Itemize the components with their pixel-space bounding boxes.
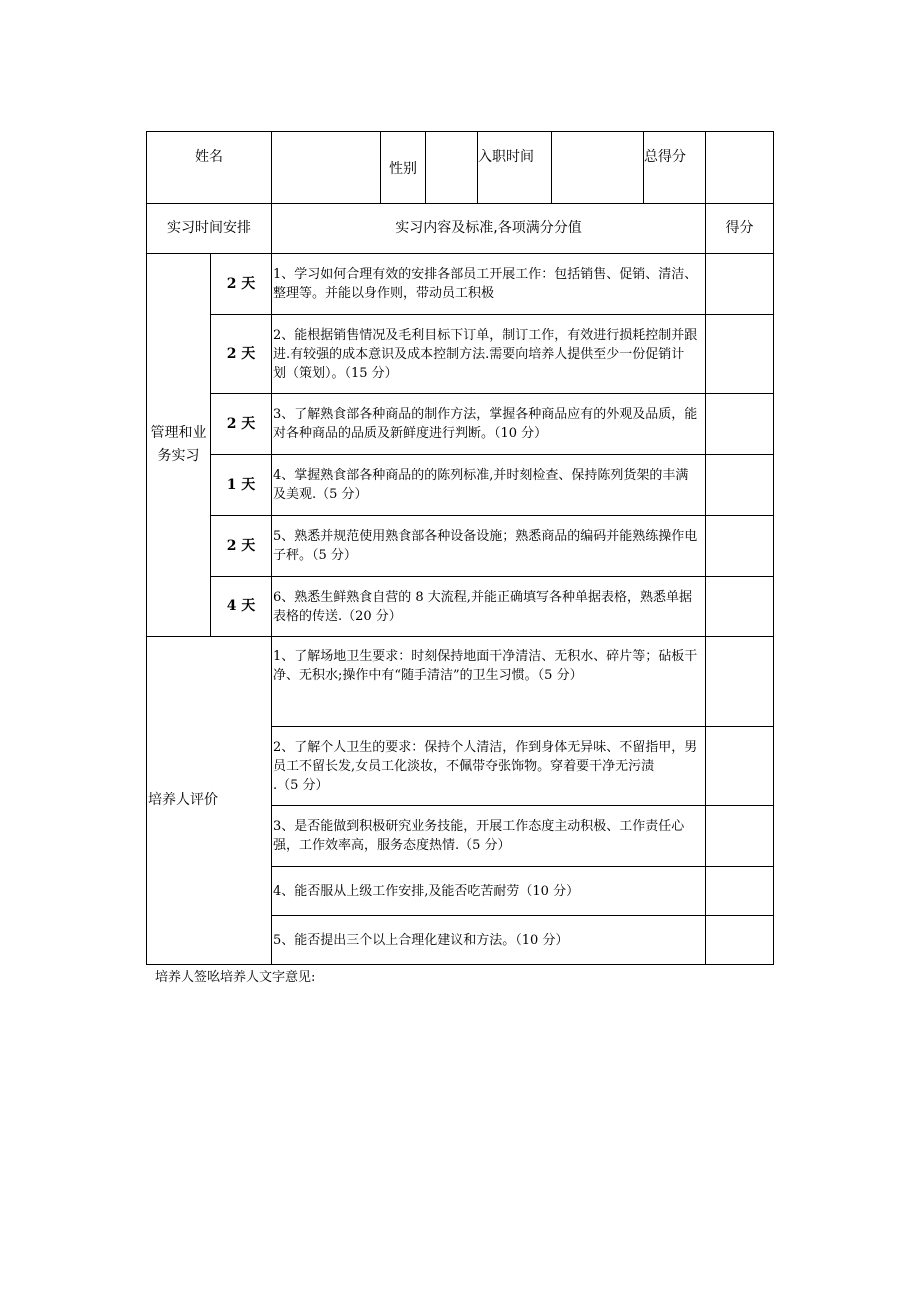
evaluation-score-field	[706, 806, 773, 866]
evaluation-content: 4、能否服从上级工作安排,及能否吃苦耐劳（10 分）	[272, 867, 705, 915]
evaluation-score-field	[706, 916, 773, 964]
task-days: 2 天	[211, 254, 271, 314]
task-content: 2、能根据销售情况及毛利目标下订单，制订工作，有效进行损耗控制并跟 进.有较强的成本意识及成本控制方法.需要向培养人提供至少一份促销计 划（策划）。（15 分）	[272, 315, 705, 393]
hire-date-label: 入职时间	[478, 132, 551, 203]
task-content: 5、熟悉并规范使用熟食部各种设备设施；熟悉商品的编码并能熟练操作电 子秤。（5 分）	[272, 516, 705, 576]
column-header-score: 得分	[706, 204, 773, 253]
gender-label: 性别	[381, 132, 425, 203]
evaluation-score-field	[706, 637, 773, 726]
trainer-signature-note: 培养人签吆培养人文字意见:	[155, 970, 316, 985]
gender-field	[426, 132, 477, 203]
task-content: 6、熟悉生鲜熟食自营的 8 大流程,并能正确填写各种单据表格，熟悉单据 表格的传送.（20 分）	[272, 577, 705, 636]
evaluation-content: 2、了解个人卫生的要求：保持个人清洁，作到身体无异味、不留指甲，男 员工不留长发,女员工化淡妆，不佩带夺张饰物。穿着要干净无污渍 .（5 分）	[272, 727, 705, 805]
task-days: 2 天	[211, 516, 271, 576]
column-header-schedule: 实习时间安排	[147, 204, 271, 253]
task-days: 2 天	[211, 315, 271, 393]
task-score-field	[706, 577, 773, 636]
evaluation-score-field	[706, 867, 773, 915]
task-content: 4、掌握熟食部各种商品的的陈列标准,并时刻检查、保持陈列货架的丰满 及美观.（5 分）	[272, 455, 705, 515]
evaluation-content: 5、能否提出三个以上合理化建议和方法。（10 分）	[272, 916, 705, 964]
management-section-label: 管理和业 务实习	[147, 254, 210, 636]
task-days: 1 天	[211, 455, 271, 515]
task-content: 1、学习如何合理有效的安排各部员工开展工作：包括销售、促销、清洁、 整理等。并能以身作则，带动员工积极	[272, 254, 705, 314]
hire-date-field	[552, 132, 643, 203]
name-label: 姓名	[147, 132, 271, 203]
evaluation-section-label: 培养人评价	[147, 637, 271, 964]
total-score-field	[706, 132, 773, 203]
column-header-content: 实习内容及标准,各项满分分值	[272, 204, 705, 253]
internship-evaluation-table	[146, 131, 774, 965]
task-days: 2 天	[211, 394, 271, 454]
task-content: 3、了解熟食部各种商品的制作方法，掌握各种商品应有的外观及品质，能 对各种商品的品质及新鲜度进行判断。（10 分）	[272, 394, 705, 454]
task-days: 4 天	[211, 577, 271, 636]
evaluation-content: 3、是否能做到积极研究业务技能，开展工作态度主动积极、工作责任心 强，工作效率高，服务态度热情.（5 分）	[272, 806, 705, 866]
task-score-field	[706, 254, 773, 314]
task-score-field	[706, 455, 773, 515]
task-score-field	[706, 315, 773, 393]
evaluation-score-field	[706, 727, 773, 805]
name-field	[272, 132, 380, 203]
evaluation-content: 1、了解场地卫生要求：时刻保持地面干净清洁、无积水、碎片等；砧板干 净、无积水;操作中有“随手清洁”的卫生习惯。（5 分）	[272, 637, 705, 726]
task-score-field	[706, 516, 773, 576]
task-score-field	[706, 394, 773, 454]
total-score-label: 总得分	[644, 132, 705, 203]
